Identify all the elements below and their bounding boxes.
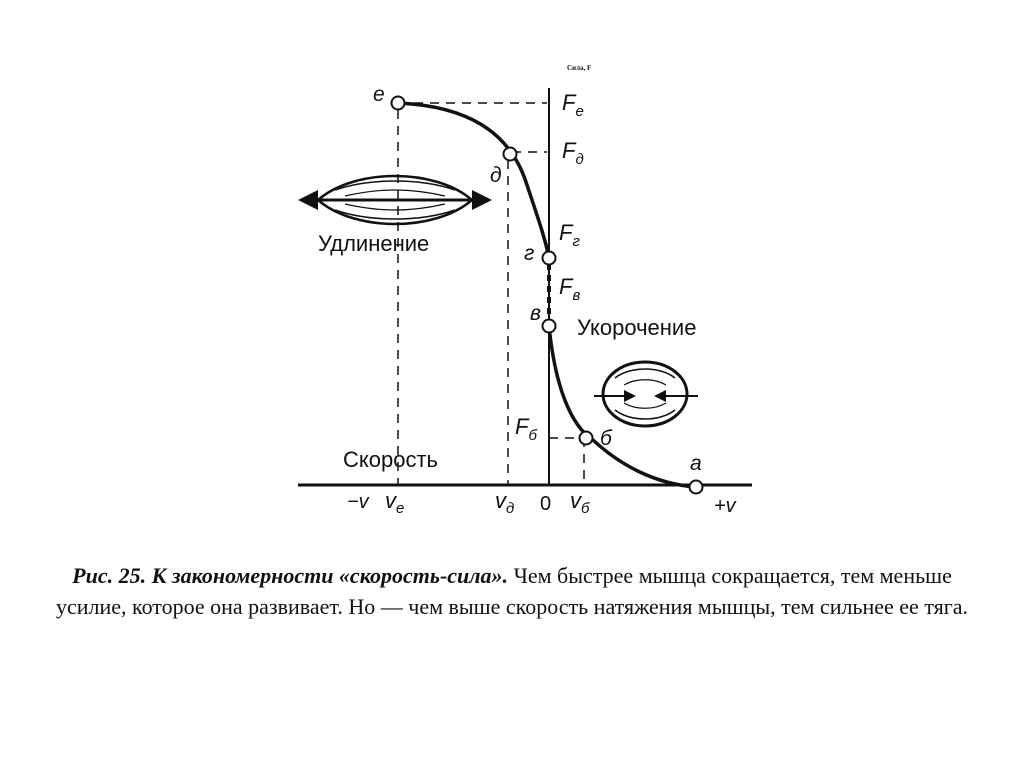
point-a (690, 481, 703, 494)
point-d (504, 148, 517, 161)
shortening-muscle-icon (594, 362, 698, 426)
label-neg-v: −v (347, 491, 369, 513)
speed-label: Скорость (343, 447, 439, 472)
point-label-b: б (600, 427, 612, 450)
label-fe: $F_e$ (562, 90, 584, 120)
point-v (543, 320, 556, 333)
point-label-g: г (524, 242, 535, 265)
force-axis-label: Сила, F (567, 64, 592, 72)
guide-lines (398, 103, 584, 485)
label-fd: $F_д$ (562, 138, 584, 168)
lengthening-muscle-icon (298, 176, 492, 224)
point-b (580, 432, 593, 445)
caption-title: Рис. 25. К закономерности «скорость-сила». (72, 563, 509, 588)
point-label-e: e (373, 83, 385, 106)
shortening-curve (549, 326, 696, 487)
label-vd: $v_д$ (495, 488, 515, 517)
point-e (392, 97, 405, 110)
point-label-d: д (490, 164, 502, 187)
label-fb: $F_б$ (515, 414, 537, 444)
label-ve: $v_e$ (385, 488, 405, 517)
shortening-label: Укорочение (577, 315, 697, 340)
figure-caption (40, 560, 984, 622)
lengthening-label: Удлинение (318, 231, 430, 256)
label-fg: $F_г$ (559, 220, 580, 250)
label-fv: $F_в$ (559, 274, 581, 304)
label-vb: $v_б$ (570, 488, 590, 517)
label-origin: 0 (540, 493, 552, 515)
label-pos-v: +v (714, 495, 736, 517)
point-label-v: в (530, 302, 541, 325)
point-label-a: a (690, 452, 702, 475)
point-g (543, 252, 556, 265)
curve-points (392, 97, 703, 494)
caption-text: Чем быстрее мышца сокращается, тем меньше усилие, которое она развивает. Но — чем выше скорость натяжения мышцы, тем сильнее ее тяга. (55, 563, 969, 619)
